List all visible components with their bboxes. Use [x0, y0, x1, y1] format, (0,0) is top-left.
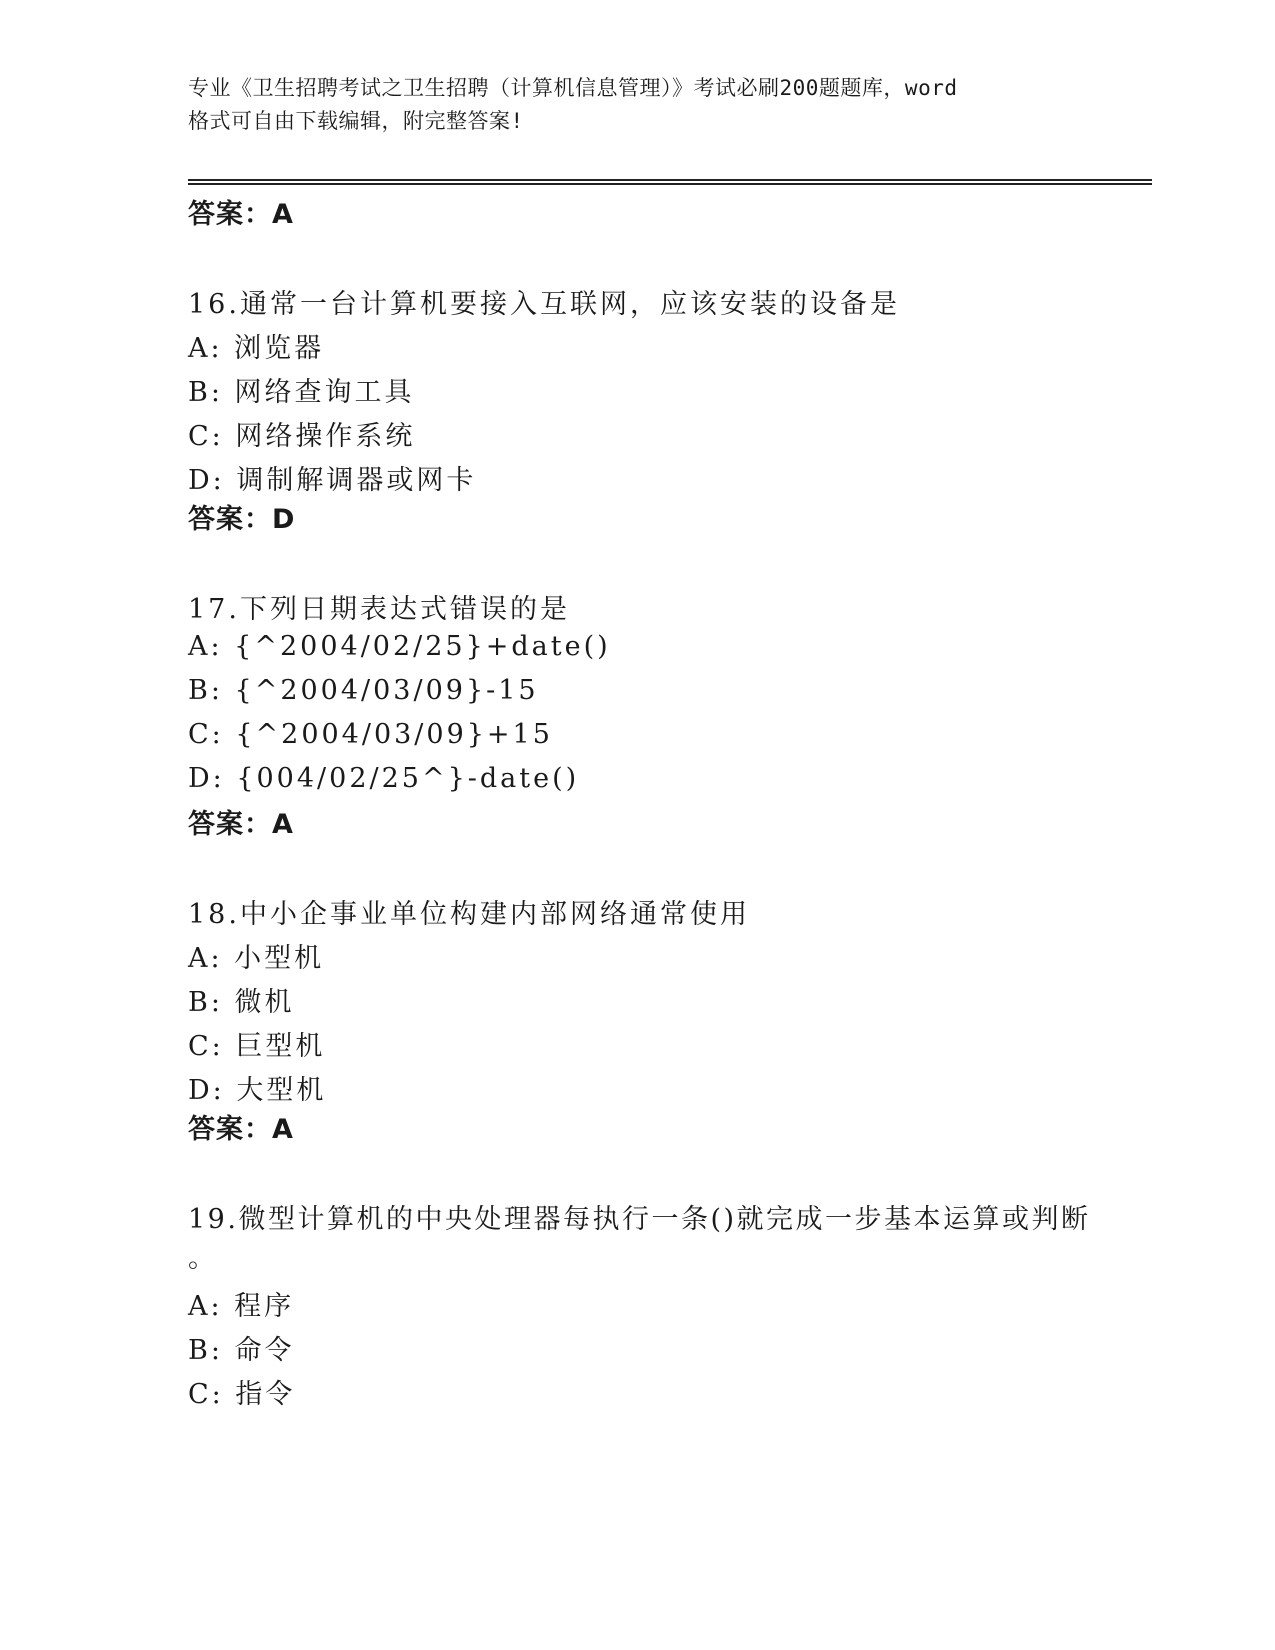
question-17-option-a: A: {^2004/02/25}+date(): [188, 631, 611, 662]
question-16-text: 16.通常一台计算机要接入互联网，应该安装的设备是: [188, 289, 900, 320]
question-18-answer: 答案：A: [188, 1114, 294, 1145]
header-divider-top: [188, 179, 1152, 181]
question-19-option-c: C: 指令: [188, 1379, 296, 1410]
question-16-option-c: C: 网络操作系统: [188, 421, 416, 452]
question-16-answer: 答案：D: [188, 504, 296, 535]
previous-answer: 答案：A: [188, 199, 294, 230]
question-18-option-d: D: 大型机: [188, 1075, 327, 1106]
question-19-text-continued: 。: [188, 1243, 218, 1274]
question-17-answer: 答案：A: [188, 809, 294, 840]
question-19-option-a: A: 程序: [188, 1291, 295, 1322]
question-16-option-d: D: 调制解调器或网卡: [188, 465, 477, 496]
question-17-option-b: B: {^2004/03/09}-15: [188, 675, 539, 706]
question-18-option-a: A: 小型机: [188, 943, 325, 974]
question-18-text: 18.中小企事业单位构建内部网络通常使用: [188, 899, 750, 930]
question-17-option-c: C: {^2004/03/09}+15: [188, 719, 553, 750]
document-header: [188, 72, 1108, 138]
question-17-text: 17.下列日期表达式错误的是: [188, 594, 570, 625]
header-divider-bottom: [188, 183, 1152, 185]
question-16-option-b: B: 网络查询工具: [188, 377, 415, 408]
header-line-2: 格式可自由下载编辑，附完整答案!: [188, 109, 524, 133]
question-17-option-d: D: {004/02/25^}-date(): [188, 763, 580, 794]
question-18-option-c: C: 巨型机: [188, 1031, 326, 1062]
question-16-option-a: A: 浏览器: [188, 333, 325, 364]
question-19-text: 19.微型计算机的中央处理器每执行一条()就完成一步基本运算或判断: [188, 1204, 1091, 1235]
question-18-option-b: B: 微机: [188, 987, 295, 1018]
header-line-1: 专业《卫生招聘考试之卫生招聘（计算机信息管理）》考试必刷200题题库，word: [188, 76, 958, 100]
question-19-option-b: B: 命令: [188, 1335, 295, 1366]
